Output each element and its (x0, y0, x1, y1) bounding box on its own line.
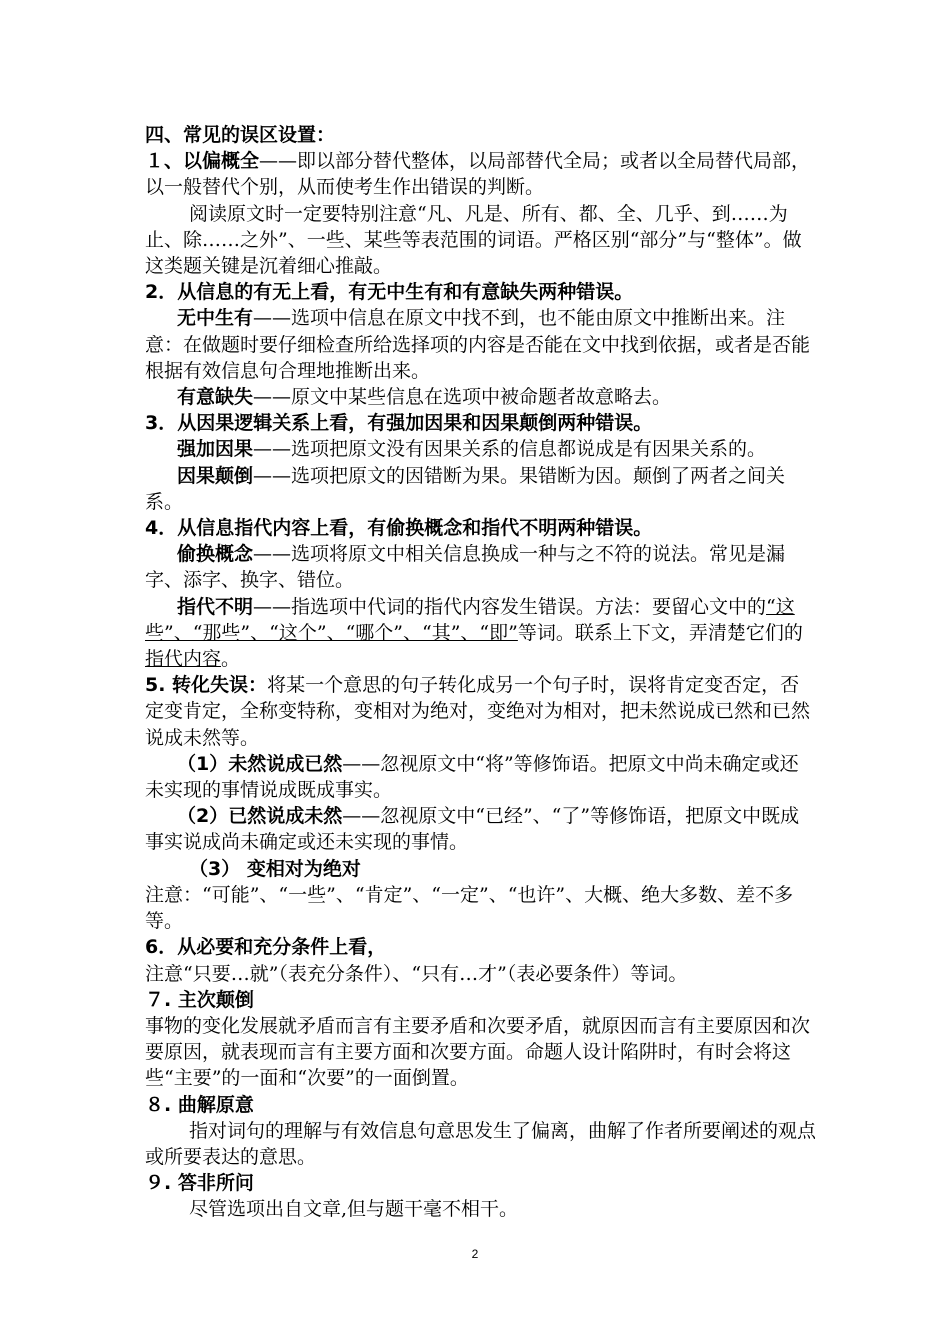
item-1-title: １、以偏概全 (145, 150, 260, 173)
item-5 (145, 672, 817, 751)
item-2-sub-1 (145, 305, 817, 384)
item-3-term-2: 因果颠倒 (177, 464, 254, 487)
item-2-term-1: 无中生有 (177, 307, 254, 330)
item-2-term-2: 有意缺失 (177, 386, 254, 409)
page-number: 2 (471, 1247, 479, 1261)
item-4-desc-2c: 等词。联系上下文，弄清楚它们的 (517, 621, 803, 644)
page-content (145, 122, 817, 1223)
item-3-term-1: 强加因果 (177, 438, 254, 461)
item-5-definition: 将某一个意思的句子转化成另一个句子时，误将肯定变否定，否定变肯定，全称变特称，变相对为绝对，变绝对为相对，把未然说成已然和已然说成未然等。 (145, 674, 811, 749)
item-3-sub-2 (145, 463, 817, 515)
item-5-sub-1-desc: ——忽视原文中“将”等修饰语。把原文中尚未确定或还未实现的事情说成既成事实。 (145, 752, 799, 802)
item-9-title: ９. 答非所问 (145, 1172, 254, 1195)
item-1-note: 阅读原文时一定要特别注意“凡、凡是、所有、都、全、几乎、到……为止、除……之外”、一些、某些等表范围的词语。严格区别“部分”与“整体”。做这类题关键是沉着细心推敲。 (145, 202, 802, 278)
section-heading: 四、常见的误区设置： (145, 124, 336, 146)
item-3-sub-1 (145, 436, 817, 462)
item-4-desc-2a: ——指选项中代词的指代内容发生错误。方法：要留心文中的 (253, 595, 767, 618)
item-4-desc-2e: 。 (221, 648, 241, 671)
item-2-sub-2 (145, 384, 817, 410)
item-2-title: 2．从信息的有无上看，有无中生有和有意缺失两种错误。 (145, 281, 634, 304)
item-5-sub-3-note: 注意：“可能”、“一些”、“肯定”、“一定”、“也许”、大概、绝大多数、差不多等。 (145, 883, 794, 933)
item-8-title: ８. 曲解原意 (145, 1093, 254, 1116)
item-5-sub-1 (145, 751, 817, 803)
item-5-sub-1-title: （1）未然说成已然 (177, 752, 343, 775)
item-5-sub-2-desc: ——忽视原文中“已经”、“了”等修饰语，把原文中既成事实说成尚未确定或还未实现的事情。 (145, 805, 800, 854)
item-4-sub-1 (145, 541, 817, 593)
item-7-title: ７. 主次颠倒 (145, 988, 254, 1011)
item-4-term-2: 指代不明 (177, 595, 254, 618)
item-3-title: 3．从因果逻辑关系上看，有强加因果和因果颠倒两种错误。 (145, 412, 653, 435)
item-5-title: 5. 转化失误： (145, 674, 268, 697)
item-4-title: 4．从信息指代内容上看，有偷换概念和指代不明两种错误。 (145, 517, 653, 540)
item-4-desc-2d: 指代内容 (145, 648, 222, 671)
item-4-sub-2 (145, 594, 817, 673)
item-2-desc-2: ——原文中某些信息在选项中被命题者故意略去。 (253, 386, 672, 409)
item-6-note: 注意“只要…就”（表充分条件）、“只有…才”（表必要条件）等词。 (145, 962, 688, 985)
item-1 (145, 148, 817, 200)
item-8-body: 指对词句的理解与有效信息句意思发生了偏离，曲解了作者所要阐述的观点或所要表达的意思。 (145, 1119, 817, 1168)
item-4-desc-1: ——选项将原文中相关信息换成一种与之不符的说法。常见是漏字、添字、换字、错位。 (145, 543, 786, 592)
item-4-term-1: 偷换概念 (177, 543, 254, 566)
item-3-desc-2: ——选项把原文的因错断为果。果错断为因。颠倒了两者之间关系。 (145, 464, 786, 513)
item-6-title: 6．从必要和充分条件上看， (145, 936, 387, 959)
item-7-body: 事物的变化发展就矛盾而言有主要矛盾和次要矛盾，就原因而言有主要原因和次要原因，就表现而言有主要方面和次要方面。命题人设计陷阱时，有时会将这些“主要”的一面和“次要”的一面倒置。 (145, 1014, 811, 1090)
item-5-sub-2 (145, 803, 817, 855)
item-9-body: 尽管选项出自文章,但与题干毫不相干。 (189, 1198, 519, 1221)
item-4-desc-2b: “这些”、“那些”、“这个”、“哪个”、“其”、“即” (145, 595, 795, 644)
item-2-desc-1: ——选项中信息在原文中找不到，也不能由原文中推断出来。注意：在做题时要仔细检查所给选择项的内容是否能在文中找到依据，或者是否能根据有效信息句合理地推断出来。 (145, 307, 811, 382)
item-1-definition: ——即以部分替代整体，以局部替代全局；或者以全局替代局部，以一般替代个别，从而使考生作出错误的判断。 (145, 150, 811, 199)
item-5-sub-2-title: （2）已然说成未然 (177, 805, 343, 828)
item-5-sub-3-title: （3） 变相对为绝对 (189, 857, 361, 880)
item-3-desc-1: ——选项把原文没有因果关系的信息都说成是有因果关系的。 (253, 438, 767, 461)
